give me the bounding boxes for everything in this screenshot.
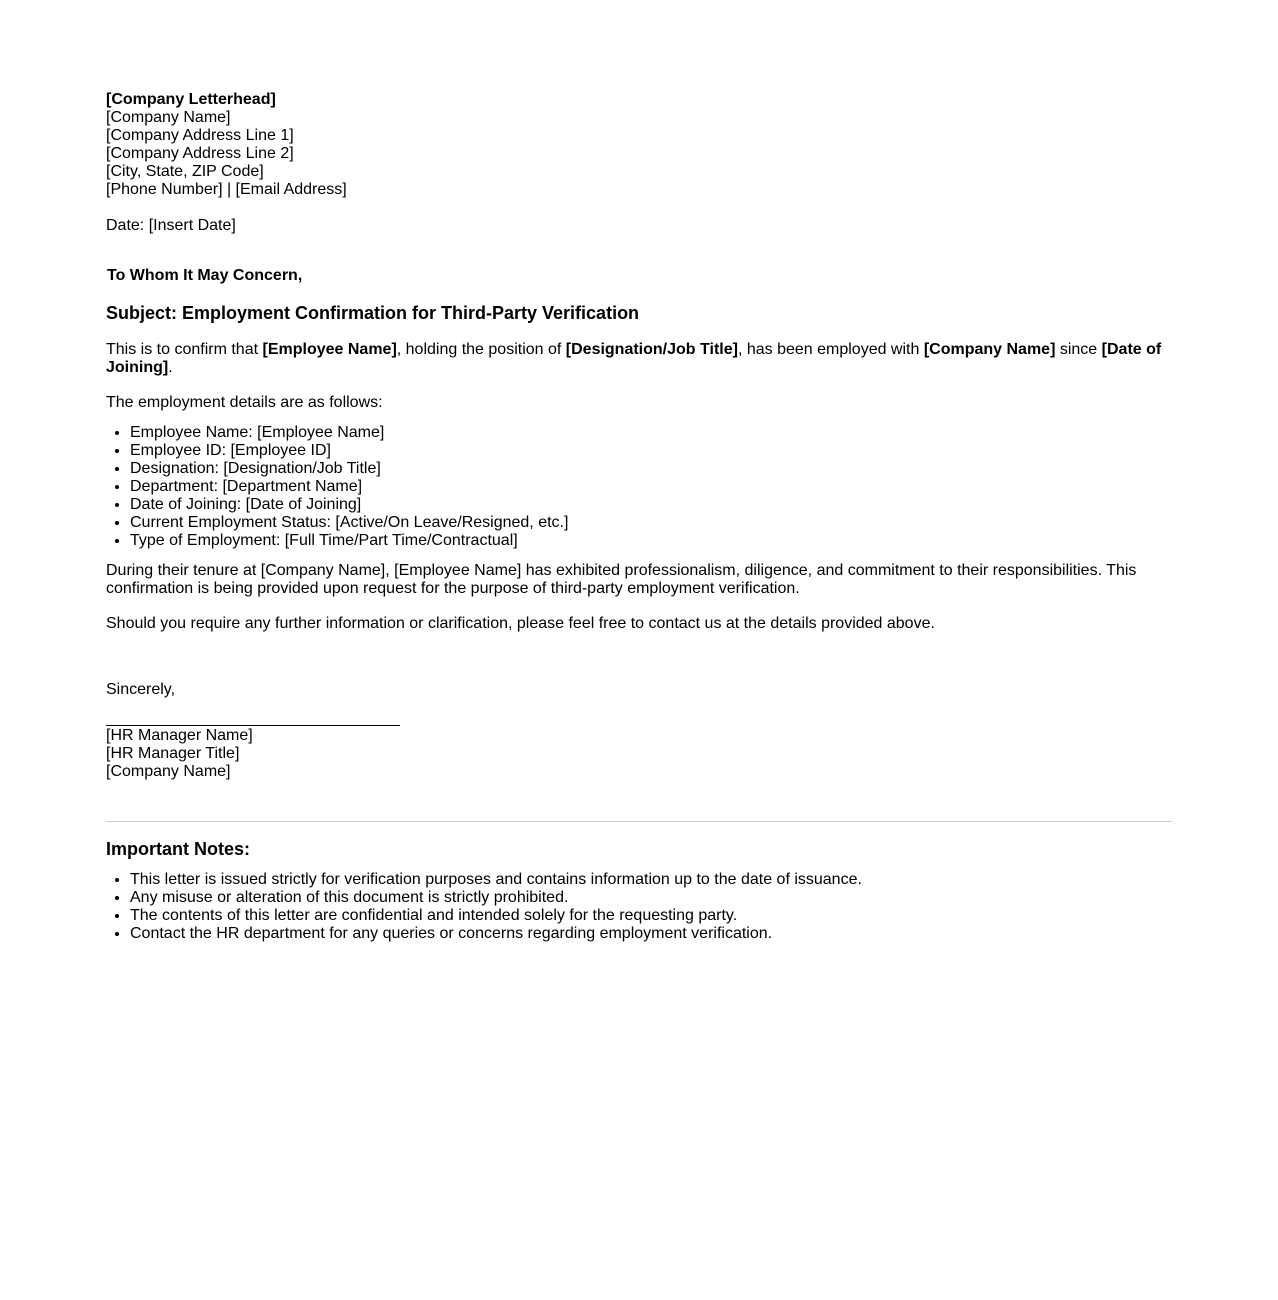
- list-item: • This letter is issued strictly for verification purposes and contains information up to the date of issuance.: [130, 871, 1172, 889]
- company-city-state-zip: [City, State, ZIP Code]: [106, 163, 264, 180]
- intro-text-3: , has been employed with: [737, 341, 924, 358]
- salutation: To Whom It May Concern,: [107, 267, 303, 284]
- intro-text-1: This is to confirm that: [106, 341, 263, 358]
- hr-manager-title: [HR Manager Title]: [106, 745, 240, 762]
- signature-block: [106, 727, 1172, 781]
- company-name: [Company Name]: [106, 109, 231, 126]
- intro-text-2: , holding the position of: [396, 341, 566, 358]
- intro-company-name: [Company Name]: [923, 341, 1056, 358]
- list-item: • Date of Joining: [Date of Joining]: [130, 496, 1172, 514]
- list-item: • The contents of this letter are confidential and intended solely for the requesting party.: [130, 907, 1172, 925]
- list-item: • Employee Name: [Employee Name]: [130, 424, 1172, 442]
- signature-line: [106, 725, 400, 726]
- list-item: • Department: [Department Name]: [130, 478, 1172, 496]
- company-address-line-2: [Company Address Line 2]: [106, 145, 294, 162]
- closing: Sincerely,: [106, 681, 176, 698]
- intro-date-of-joining: [Date of Joining]: [106, 341, 1162, 376]
- intro-designation: [Designation/Job Title]: [565, 341, 738, 358]
- hr-manager-name: [HR Manager Name]: [106, 727, 253, 744]
- company-contact: [Phone Number] | [Email Address]: [106, 181, 347, 198]
- letterhead: [106, 91, 1172, 199]
- intro-text-5: .: [168, 359, 173, 376]
- important-notes-list: [106, 871, 1172, 943]
- letterhead-title: [Company Letterhead]: [106, 91, 276, 108]
- notes-title: Important Notes:: [106, 839, 250, 859]
- letter-subject: Subject: Employment Confirmation for Third-Party Verification: [106, 303, 640, 323]
- contact-paragraph: Should you require any further information or clarification, please feel free to contact us at the details provided above.: [106, 615, 935, 632]
- intro-employee-name: [Employee Name]: [262, 341, 397, 358]
- tenure-paragraph: During their tenure at [Company Name], [Employee Name] has exhibited professionalism, diligence, and commitment to their responsibilities. This confirmation is being provided upon request for the purpose of third-party employment verification.: [106, 562, 1137, 597]
- section-divider: [106, 821, 1172, 822]
- list-item: • Employee ID: [Employee ID]: [130, 442, 1172, 460]
- details-intro: The employment details are as follows:: [106, 394, 383, 411]
- list-item: • Type of Employment: [Full Time/Part Time/Contractual]: [130, 532, 1172, 550]
- list-item: • Any misuse or alteration of this document is strictly prohibited.: [130, 889, 1172, 907]
- list-item: • Contact the HR department for any queries or concerns regarding employment verification.: [130, 925, 1172, 943]
- intro-paragraph: [106, 341, 1172, 377]
- list-item: • Current Employment Status: [Active/On Leave/Resigned, etc.]: [130, 514, 1172, 532]
- signature-company-name: [Company Name]: [106, 763, 231, 780]
- company-address-line-1: [Company Address Line 1]: [106, 127, 294, 144]
- employment-details-list: [106, 424, 1172, 550]
- intro-text-4: since: [1055, 341, 1102, 358]
- letter-date: Date: [Insert Date]: [106, 217, 236, 234]
- list-item: • Designation: [Designation/Job Title]: [130, 460, 1172, 478]
